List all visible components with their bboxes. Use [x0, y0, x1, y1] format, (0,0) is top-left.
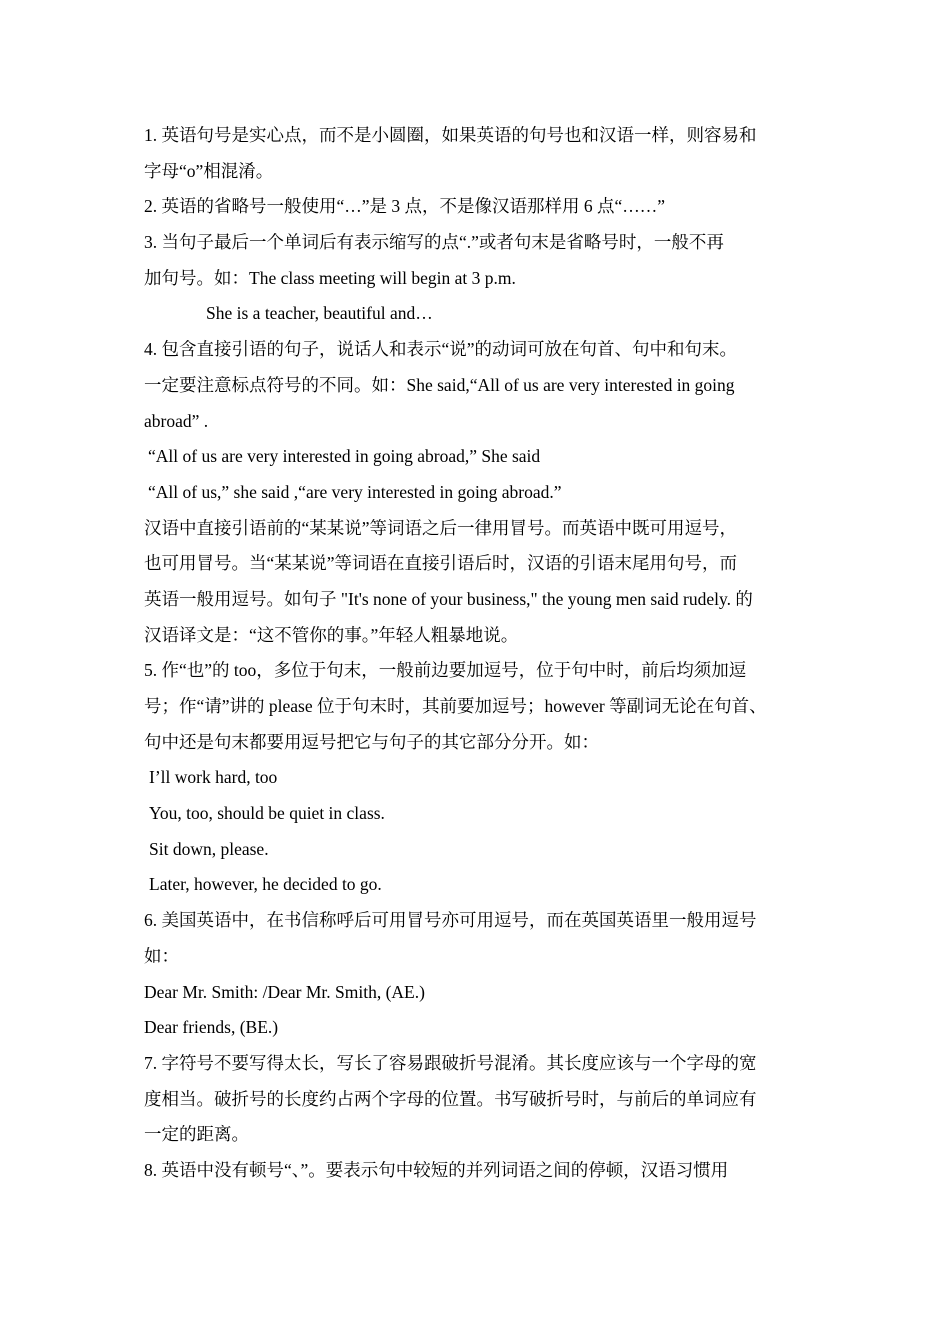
text-line: “All of us,” she said ,“are very interested in going abroad.” [148, 481, 562, 502]
text-line: 5. 作“也”的 too，多位于句末，一般前边要加逗号，位于句中时，前后均须加逗 [144, 660, 747, 681]
text-line: 汉语译文是：“这不管你的事。”年轻人粗暴地说。 [144, 624, 519, 645]
text-line: 2. 英语的省略号一般使用“…”是 3 点，不是像汉语那样用 6 点“……” [144, 196, 666, 217]
text-line: 字母“o”相混淆。 [144, 160, 274, 181]
text-line: You, too, should be quiet in class. [149, 803, 385, 824]
text-line: 度相当。破折号的长度约占两个字母的位置。书写破折号时，与前后的单词应有 [144, 1088, 757, 1109]
text-line: 也可用冒号。当“某某说”等词语在直接引语后时，汉语的引语末尾用句号，而 [144, 553, 738, 574]
text-line: 6. 美国英语中，在书信称呼后可用冒号亦可用逗号，而在英国英语里一般用逗号 [144, 910, 757, 931]
text-line: 一定的距离。 [144, 1124, 249, 1145]
text-line: 一定要注意标点符号的不同。如：She said,“All of us are very interested in going [144, 374, 735, 395]
document-body [144, 118, 824, 1189]
text-line: 句中还是句末都要用逗号把它与句子的其它部分分开。如： [144, 731, 599, 752]
text-line: She is a teacher, beautiful and… [206, 303, 433, 324]
text-line: 号；作“请”讲的 please 位于句末时，其前要加逗号；however 等副词无论在句首、 [144, 696, 767, 716]
text-line: 如： [144, 945, 179, 966]
text-line: 英语一般用逗号。如句子 "It's none of your business," the young men said rudely. 的 [144, 588, 753, 609]
text-line: 加句号。如：The class meeting will begin at 3 p.m. [144, 267, 516, 288]
text-line: 8. 英语中没有顿号“、”。要表示句中较短的并列词语之间的停顿，汉语习惯用 [144, 1159, 729, 1180]
text-line: Dear Mr. Smith: /Dear Mr. Smith, (AE.) [144, 981, 425, 1002]
text-line: abroad” . [144, 410, 209, 431]
text-line: 1. 英语句号是实心点，而不是小圆圈，如果英语的句号也和汉语一样，则容易和 [144, 125, 757, 145]
text-line: Dear friends, (BE.) [144, 1017, 279, 1038]
text-line: 3. 当句子最后一个单词后有表示缩写的点“.”或者句末是省略号时，一般不再 [144, 232, 724, 253]
text-line: 4. 包含直接引语的句子，说话人和表示“说”的动词可放在句首、句中和句末。 [144, 339, 738, 360]
text-line: “All of us are very interested in going abroad,” She said [148, 446, 541, 467]
text-line: I’ll work hard, too [149, 767, 278, 788]
text-line: 7. 字符号不要写得太长，写长了容易跟破折号混淆。其长度应该与一个字母的宽 [144, 1052, 757, 1073]
text-line: Later, however, he decided to go. [149, 874, 382, 895]
text-line: Sit down, please. [149, 838, 269, 859]
text-line: 汉语中直接引语前的“某某说”等词语之后一律用冒号。而英语中既可用逗号， [144, 517, 738, 538]
